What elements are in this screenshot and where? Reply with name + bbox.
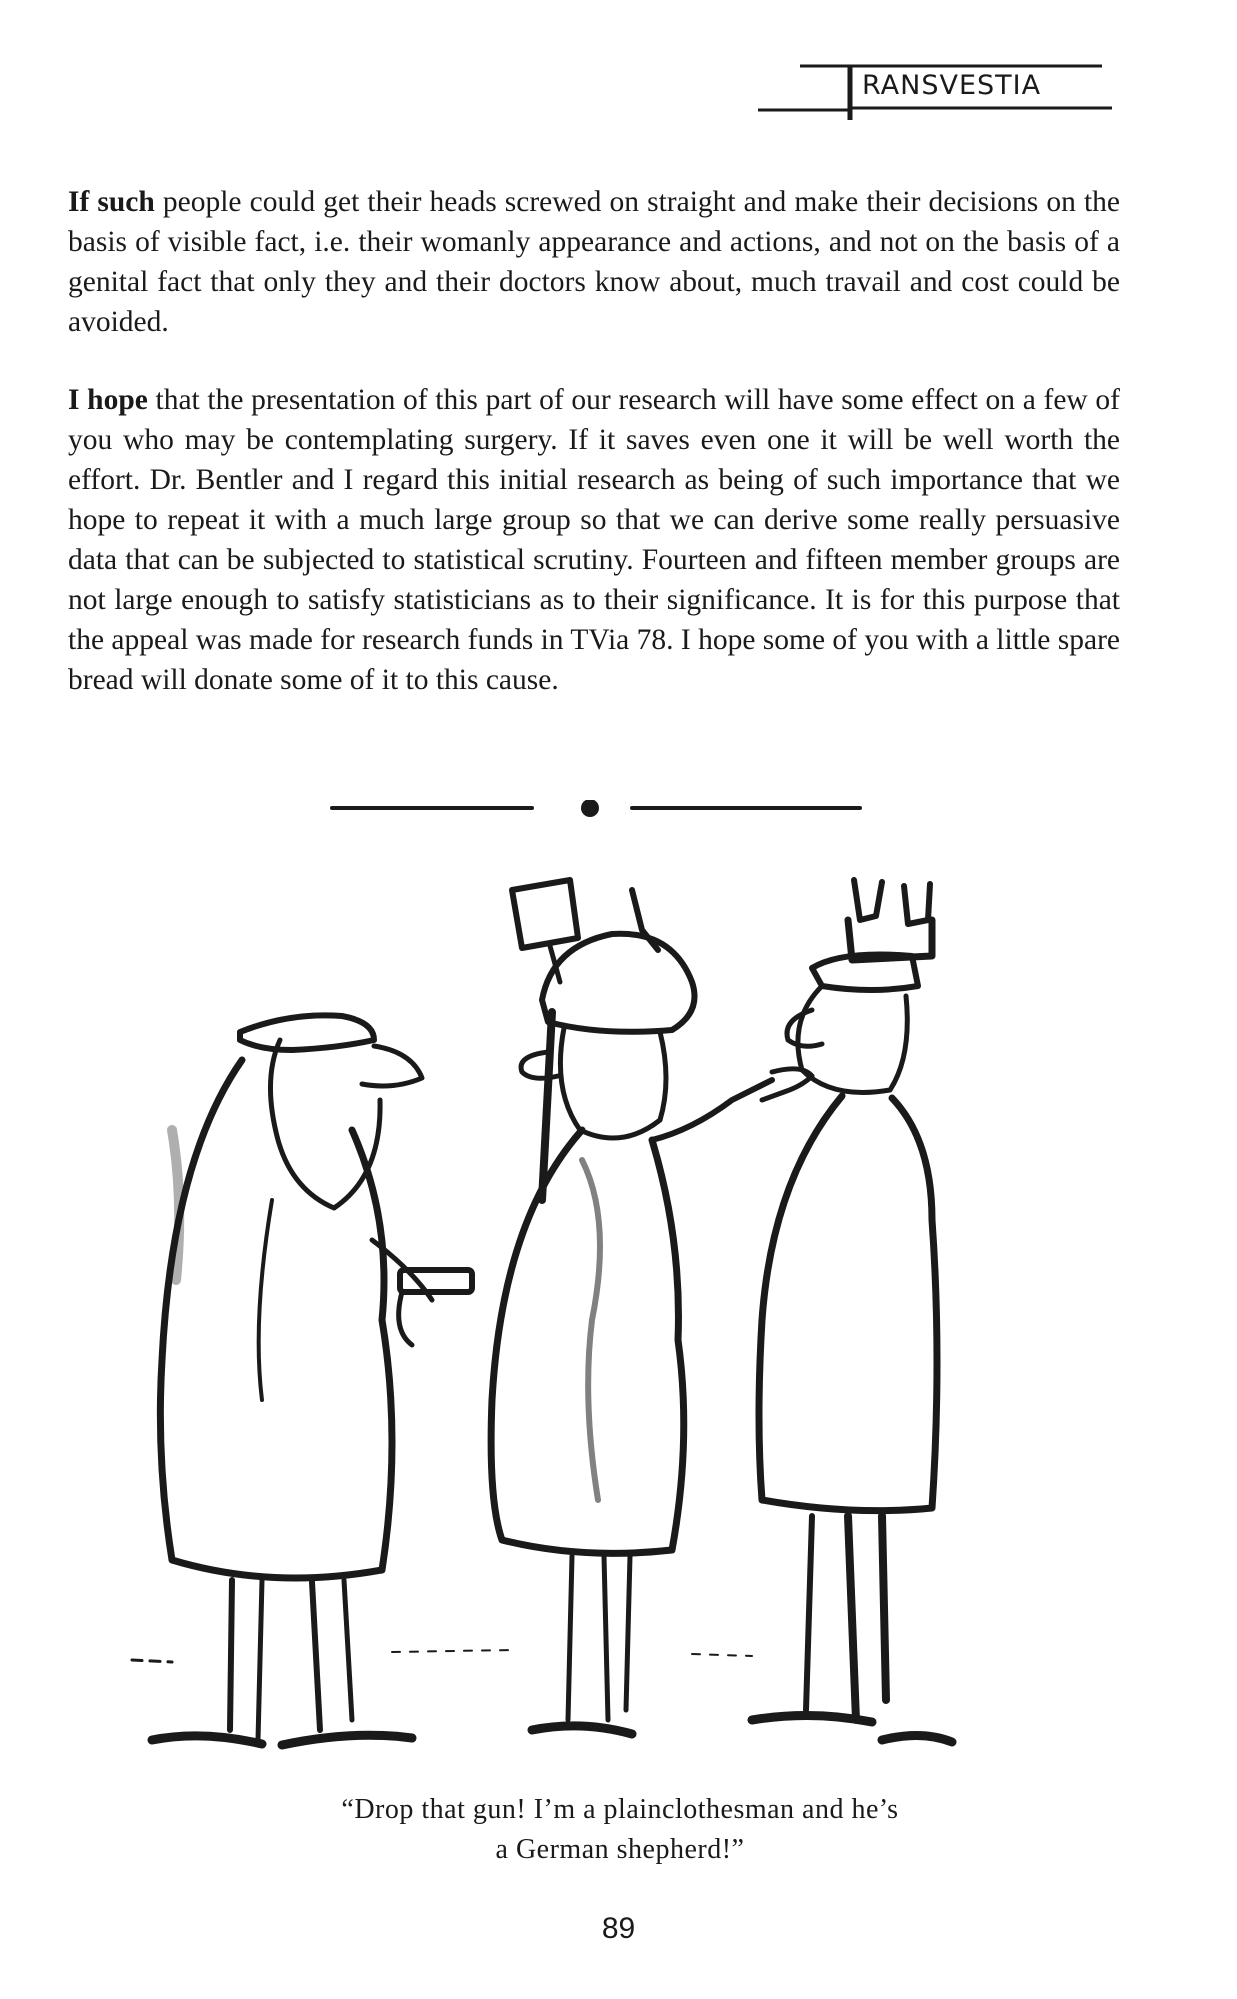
cartoon-caption: [200, 1790, 1040, 1870]
magazine-title: RANSVESTIA: [862, 70, 1042, 101]
cartoon-illustration: [112, 800, 1112, 1790]
caption-line-1: “Drop that gun! I’m a plainclothesman and he’s: [341, 1794, 899, 1825]
paragraph-2-lead: I hope: [68, 384, 148, 416]
paragraph-1-lead: If such: [68, 186, 155, 218]
article-body: [68, 182, 1120, 738]
paragraph-1: [68, 182, 1120, 342]
paragraph-2-text: that the presentation of this part of our research will have some effect on a few of you who may be contemplating surgery. If it saves even one it will be well worth the effort. Dr. Bentler and I regard this initial research as being of such importance that we hope to repeat it with a much large group so that we can derive some really persuasive data that can be subjected to statistical scrutiny. Fourteen and fifteen member groups are not large enough to satisfy statisticians as to their significance. It is for this purpose that the appeal was made for research funds in TVia 78. I hope some of you with a little spare bread will donate some of it to this cause.: [68, 384, 1120, 696]
page-number: 89: [601, 1912, 636, 1945]
paragraph-2: [68, 380, 1120, 700]
paragraph-1-text: people could get their heads screwed on straight and make their decisions on the basis of visible fact, i.e. their womanly appearance and actions, and not on the basis of a genital fact that only they and their doctors know about, much travail and cost could be avoided.: [68, 186, 1120, 338]
cartoon-drawing-icon: [112, 800, 1112, 1790]
caption-line-2: a German shepherd!”: [495, 1834, 745, 1865]
magazine-masthead: [750, 58, 1120, 128]
